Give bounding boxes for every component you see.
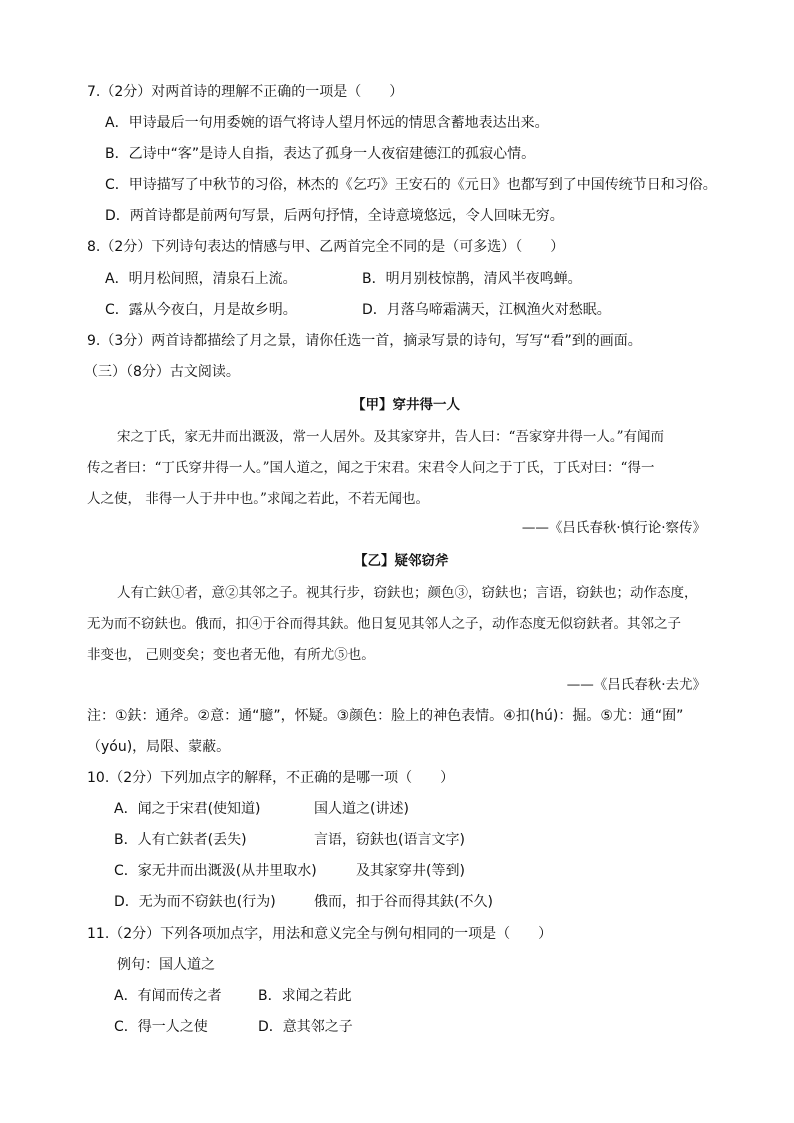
passage-a-line-2: 传之者曰：“丁氏穿井得一人。”国人道之，闻之于宋君。宋君令人问之于丁氏，丁氏对曰：“得一 [87,460,655,476]
q7-option-d: D．两首诗都是前两句写景，后两句抒情，全诗意境悠远，令人回味无穷。 [105,208,564,224]
notes-line-2: （yóu)，局限、蒙蔽。 [87,739,231,755]
q11-option-d: D．意其邻之子 [258,1019,353,1035]
q8-option-a: A．明月松间照，清泉石上流。 [105,271,297,287]
q8-option-b: B．明月别枝惊鹊，清风半夜鸣蝉。 [362,271,582,287]
passage-a-line-1: 宋之丁氏，家无井而出溉汲，常一人居外。及其家穿井，告人曰：“吾家穿井得一人。”有闻而 [117,429,665,445]
q8-option-c: C．露从今夜白，月是故乡明。 [105,302,297,318]
passage-a-title: 【甲】穿井得一人 [352,397,460,413]
q11-option-b: B．求闻之若此 [258,988,352,1004]
q11-option-c: C．得一人之使 [114,1019,208,1035]
q10-option-a-left: A．闻之于宋君(使知道) [114,801,261,817]
notes-line-1: 注：①鈇：通斧。②意：通“臆”，怀疑。③颜色：脸上的神色表情。④扣(hú)：掘。⑤尤：通“囿” [87,708,684,724]
q10-option-b-left: B．人有亡鈇者(丢失) [114,832,247,848]
q10-option-a-right: 国人道之(讲述) [314,801,409,817]
q11-option-a: A．有闻而传之者 [114,988,222,1004]
passage-b-line-1: 人有亡鈇①者，意②其邻之子。视其行步，窃鈇也；颜色③，窃鈇也；言语，窃鈇也；动作态度， [117,585,698,601]
passage-b-title: 【乙】疑邻窃斧 [354,553,449,569]
section-3-heading: （三）（8分）古文阅读。 [84,364,240,380]
passage-b-line-3: 非变也， 己则变矣；变也者无他，有所尤⑤也。 [87,647,375,663]
q8-stem: 8.（2分）下列诗句表达的情感与甲、乙两首完全不同的是（可多选）（ ） [87,239,565,255]
q7-option-c: C．甲诗描写了中秋节的习俗，林杰的《乞巧》王安石的《元日》也都写到了中国传统节日和习俗。 [105,177,717,193]
passage-b-source: ——《吕氏春秋·去尤》 [566,677,706,693]
q10-option-d-right: 俄而，扣于谷而得其鈇(不久) [314,894,493,910]
q10-option-c-right: 及其家穿井(等到) [356,863,465,879]
q10-stem: 10.（2分）下列加点字的解释，不正确的是哪一项（ ） [87,770,455,786]
q9-stem: 9.（3分）两首诗都描绘了月之景，请你任选一首，摘录写景的诗句，写写“看”到的画面。 [87,333,642,349]
q7-option-a: A．甲诗最后一句用委婉的语气将诗人望月怀远的情思含蓄地表达出来。 [105,115,549,131]
q10-option-c-left: C．家无井而出溉汲(从井里取水) [114,863,317,879]
passage-b-line-2: 无为而不窃鈇也。俄而，扣④于谷而得其鈇。他日复见其邻人之子，动作态度无似窃鈇者。其邻之子 [87,616,681,632]
passage-a-source: ——《吕氏春秋·慎行论·察传》 [521,520,706,536]
q8-option-d: D．月落乌啼霜满天，江枫渔火对愁眠。 [362,302,611,318]
q11-example: 例句：国人道之 [117,957,215,973]
q10-option-b-right: 言语，窃鈇也(语言文字) [314,832,465,848]
q7-stem: 7.（2分）对两首诗的理解不正确的一项是（ ） [87,84,404,100]
q11-stem: 11.（2分）下列各项加点字，用法和意义完全与例句相同的一项是（ ） [87,926,553,942]
q7-option-b: B．乙诗中“客”是诗人自指，表达了孤身一人夜宿建德江的孤寂心情。 [105,146,536,162]
q10-option-d-left: D．无为而不窃鈇也(行为) [114,894,276,910]
passage-a-line-3: 人之使， 非得一人于井中也。”求闻之若此，不若无闻也。 [87,491,429,507]
